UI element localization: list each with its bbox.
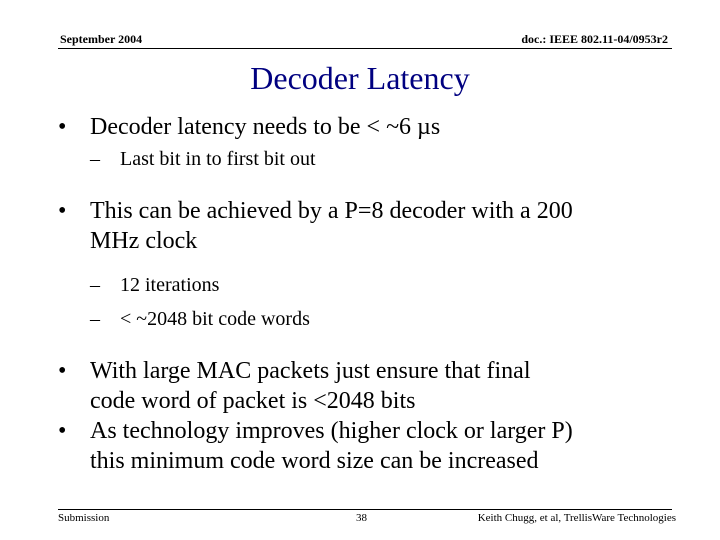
header-rule (58, 48, 672, 49)
bullet-3-line-1: With large MAC packets just ensure that final (90, 358, 531, 384)
bullet-4-line-2: this minimum code word size can be increased (90, 448, 539, 474)
bullet-2-sub-2 (58, 302, 678, 336)
sub-bullet-text: 12 iterations (120, 274, 220, 296)
bullet-2-line-1: This can be achieved by a P=8 decoder with a 200 (90, 198, 573, 224)
footer-submission: Submission (58, 512, 110, 524)
header-doc-id: doc.: IEEE 802.11-04/0953r2 (521, 32, 668, 46)
slide-title: Decoder Latency (250, 60, 470, 96)
bullet-1-sub-1 (58, 142, 678, 176)
footer-author: Keith Chugg, et al, TrellisWare Technologies (477, 512, 676, 524)
bullet-marker: • (58, 418, 67, 444)
bullet-2-sub-1 (58, 268, 678, 302)
bullet-marker: • (58, 358, 67, 384)
dash-marker: – (90, 148, 100, 170)
bullet-marker: • (58, 114, 67, 140)
sub-bullet-text: Last bit in to first bit out (120, 148, 316, 170)
bullet-1 (58, 112, 678, 142)
footer-page-number: 38 (356, 512, 367, 524)
footer-rule (58, 509, 672, 510)
bullet-1-line-1: Decoder latency needs to be < ~6 µs (90, 114, 441, 140)
header-date: September 2004 (60, 32, 143, 46)
bullet-3 (58, 356, 678, 416)
bullet-2 (58, 196, 678, 256)
sub-bullet-text: < ~2048 bit code words (120, 308, 310, 330)
dash-marker: – (90, 308, 100, 330)
slide-body (58, 112, 678, 476)
bullet-3-line-2: code word of packet is <2048 bits (90, 388, 416, 414)
bullet-marker: • (58, 198, 67, 224)
bullet-4 (58, 416, 678, 476)
bullet-2-line-2: MHz clock (90, 228, 198, 254)
bullet-4-line-1: As technology improves (higher clock or larger P) (90, 418, 573, 444)
dash-marker: – (90, 274, 100, 296)
